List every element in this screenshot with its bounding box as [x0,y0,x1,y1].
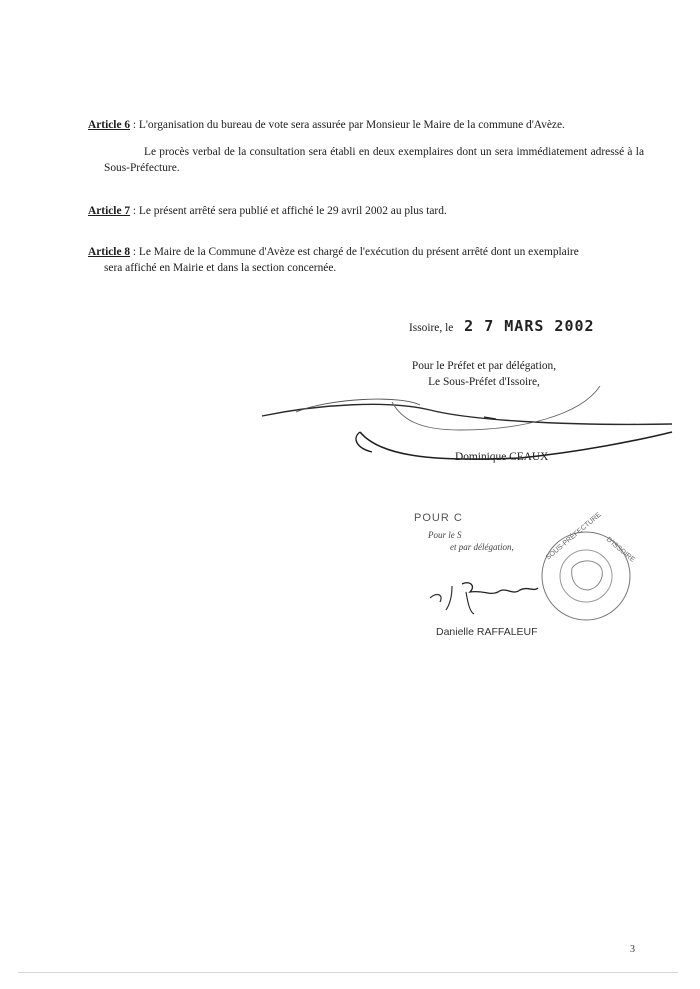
svg-text:D'ISSOIRE: D'ISSOIRE [604,536,636,564]
place-label: Issoire, le [409,322,454,334]
article-7-label: Article 7 [88,205,131,217]
page-number: 3 [630,944,635,955]
article-8-continuation: sera affiché en Mairie et dans la section concernée. [104,262,337,274]
article-8-label: Article 8 [88,246,131,258]
scan-edge-line [18,972,678,973]
article-6-paragraph-2: Le procès verbal de la consultation sera établi en deux exemplaires dont un sera immédiatement adressé à la Sous-Préfecture. [104,146,644,174]
article-7-text: : Le présent arrêté sera publié et affiché le 29 avril 2002 au plus tard. [130,205,447,217]
stamp-line-2: Pour le S [428,530,462,540]
date-stamp: 2 7 MARS 2002 [464,317,595,335]
article-6-label: Article 6 [88,119,131,131]
delegation-line: Pour le Préfet et par délégation, [411,360,557,372]
article-6-text: : L'organisation du bureau de vote sera assurée par Monsieur le Maire de la commune d'Avèze. [130,119,565,131]
stamp-line-1: POUR C [414,512,463,524]
stamp-signer-name: Danielle RAFFALEUF [436,626,538,638]
stamp-line-3: et par délégation, [450,542,514,552]
subprefect-title: Le Sous-Préfet d'Issoire, [428,376,540,388]
signer-name: Dominique CEAUX [455,451,549,463]
article-8-text: : Le Maire de la Commune d'Avèze est chargé de l'exécution du présent arrêté dont un exemplaire [130,246,579,258]
svg-text:SOUS-PRÉFECTURE: SOUS-PRÉFECTURE [544,511,603,562]
